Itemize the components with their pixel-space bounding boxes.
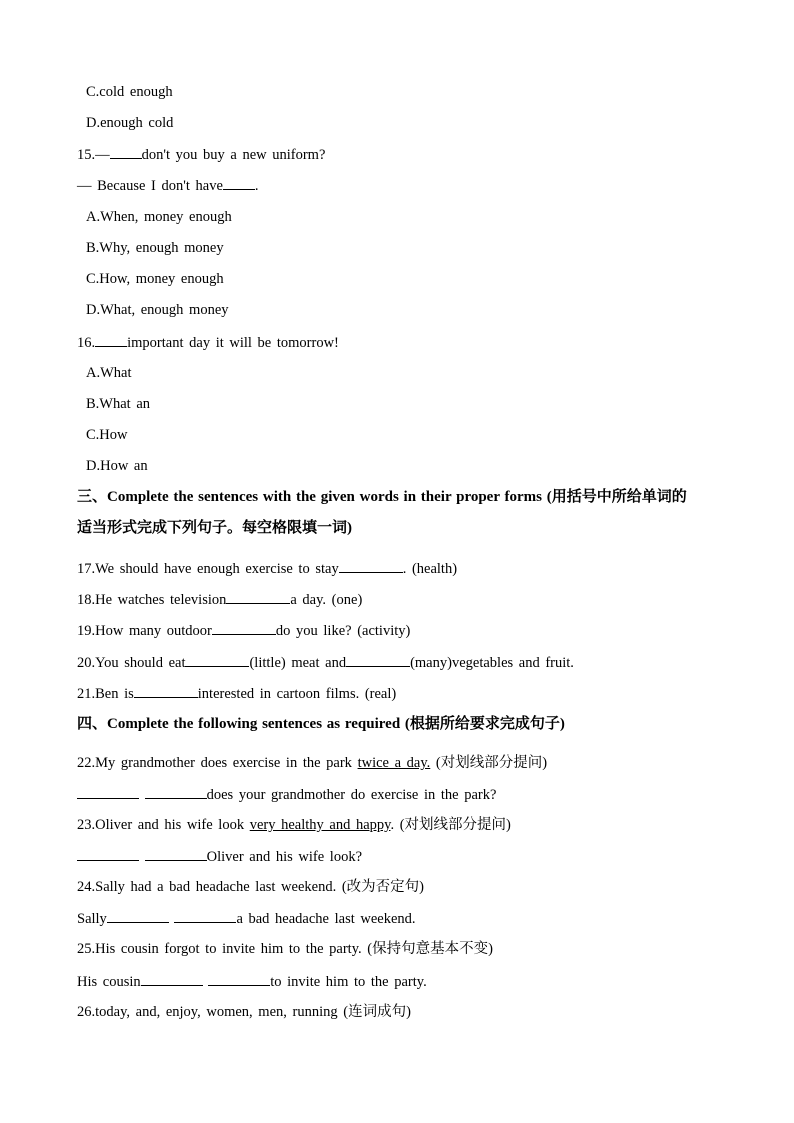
section-3-heading: 三、Complete the sentences with the given words in their proper forms (用括号中所给单词的 [77, 489, 687, 505]
q22-text: 22.My grandmother does exercise in the park [77, 755, 358, 771]
q23-answer-text: Oliver and his wife look? [206, 849, 363, 865]
q24-answer-start: Sally [77, 911, 107, 927]
q22-underlined-part: twice a day. [357, 755, 431, 771]
q16-option-b: B.What an [86, 396, 151, 412]
q17-hint: . (health) [402, 561, 458, 577]
answer-blank[interactable] [212, 620, 276, 635]
q22-instruction: (对划线部分提问) [430, 755, 548, 771]
q20-text: 20.You should eat [77, 655, 186, 671]
q16-stem-text: important day it will be tomorrow! [127, 335, 339, 351]
answer-blank[interactable] [110, 144, 142, 159]
q14-option-c: C.cold enough [86, 84, 173, 100]
q15-reply [77, 175, 259, 196]
answer-blank[interactable] [145, 846, 207, 861]
q16-number: 16. [77, 335, 96, 351]
answer-blank[interactable] [208, 971, 270, 986]
q15-stem [77, 144, 325, 165]
q23-answer [77, 846, 362, 867]
answer-blank[interactable] [107, 908, 169, 923]
q18 [77, 589, 362, 610]
q20-middle: (little) meat and [249, 655, 347, 671]
section-3-heading-cont: 适当形式完成下列句子。每空格限填一词) [77, 520, 352, 536]
answer-blank[interactable] [346, 652, 410, 667]
answer-blank[interactable] [77, 784, 139, 799]
q17 [77, 558, 457, 579]
q16-option-a: A.What [86, 365, 132, 381]
q23-stem [77, 815, 511, 835]
answer-blank[interactable] [185, 652, 249, 667]
answer-blank[interactable] [134, 683, 198, 698]
q19 [77, 620, 410, 641]
q16-stem [77, 332, 339, 353]
q25-stem: 25.His cousin forgot to invite him to the party. (保持句意基本不变) [77, 941, 493, 957]
q15-reply-text: — Because I don't have [77, 178, 223, 194]
q23-underlined-part: very healthy and happy [249, 817, 391, 833]
q15-reply-end: . [254, 178, 259, 194]
q25-answer [77, 971, 427, 992]
q22-answer-text: does your grandmother do exercise in the park? [206, 787, 497, 803]
q20-end: (many)vegetables and fruit. [410, 655, 574, 671]
q21-hint: interested in cartoon films. (real) [197, 686, 397, 702]
answer-blank[interactable] [145, 784, 207, 799]
q15-option-b: B.Why, enough money [86, 240, 224, 256]
q23-instruction: . (对划线部分提问) [390, 817, 511, 833]
q22-stem [77, 753, 547, 773]
q16-option-c: C.How [86, 427, 128, 443]
section-4-heading: 四、Complete the following sentences as required (根据所给要求完成句子) [77, 716, 565, 732]
q15-option-c: C.How, money enough [86, 271, 224, 287]
q21-text: 21.Ben is [77, 686, 134, 702]
q17-text: 17.We should have enough exercise to stay [77, 561, 339, 577]
answer-blank[interactable] [141, 971, 203, 986]
q16-option-d: D.How an [86, 458, 148, 474]
q24-stem: 24.Sally had a bad headache last weekend. (改为否定句) [77, 879, 424, 895]
q26-stem: 26.today, and, enjoy, women, men, running (连词成句) [77, 1004, 411, 1020]
answer-blank[interactable] [174, 908, 236, 923]
answer-blank[interactable] [95, 332, 127, 347]
q15-option-a: A.When, money enough [86, 209, 232, 225]
answer-blank[interactable] [339, 558, 403, 573]
q15-number: 15.— [77, 147, 110, 163]
q14-option-d: D.enough cold [86, 115, 174, 131]
q15-option-d: D.What, enough money [86, 302, 229, 318]
q18-hint: a day. (one) [290, 592, 363, 608]
answer-blank[interactable] [77, 846, 139, 861]
q25-answer-start: His cousin [77, 974, 141, 990]
answer-blank[interactable] [226, 589, 290, 604]
q24-answer [77, 908, 416, 929]
q23-text: 23.Oliver and his wife look [77, 817, 250, 833]
q20 [77, 652, 574, 673]
q19-hint: do you like? (activity) [275, 623, 411, 639]
q25-answer-text: to invite him to the party. [270, 974, 427, 990]
q21 [77, 683, 396, 704]
q19-text: 19.How many outdoor [77, 623, 212, 639]
q15-stem-text: don't you buy a new uniform? [141, 147, 326, 163]
q18-text: 18.He watches television [77, 592, 227, 608]
q24-answer-text: a bad headache last weekend. [236, 911, 416, 927]
answer-blank[interactable] [223, 175, 255, 190]
q22-answer [77, 784, 496, 805]
